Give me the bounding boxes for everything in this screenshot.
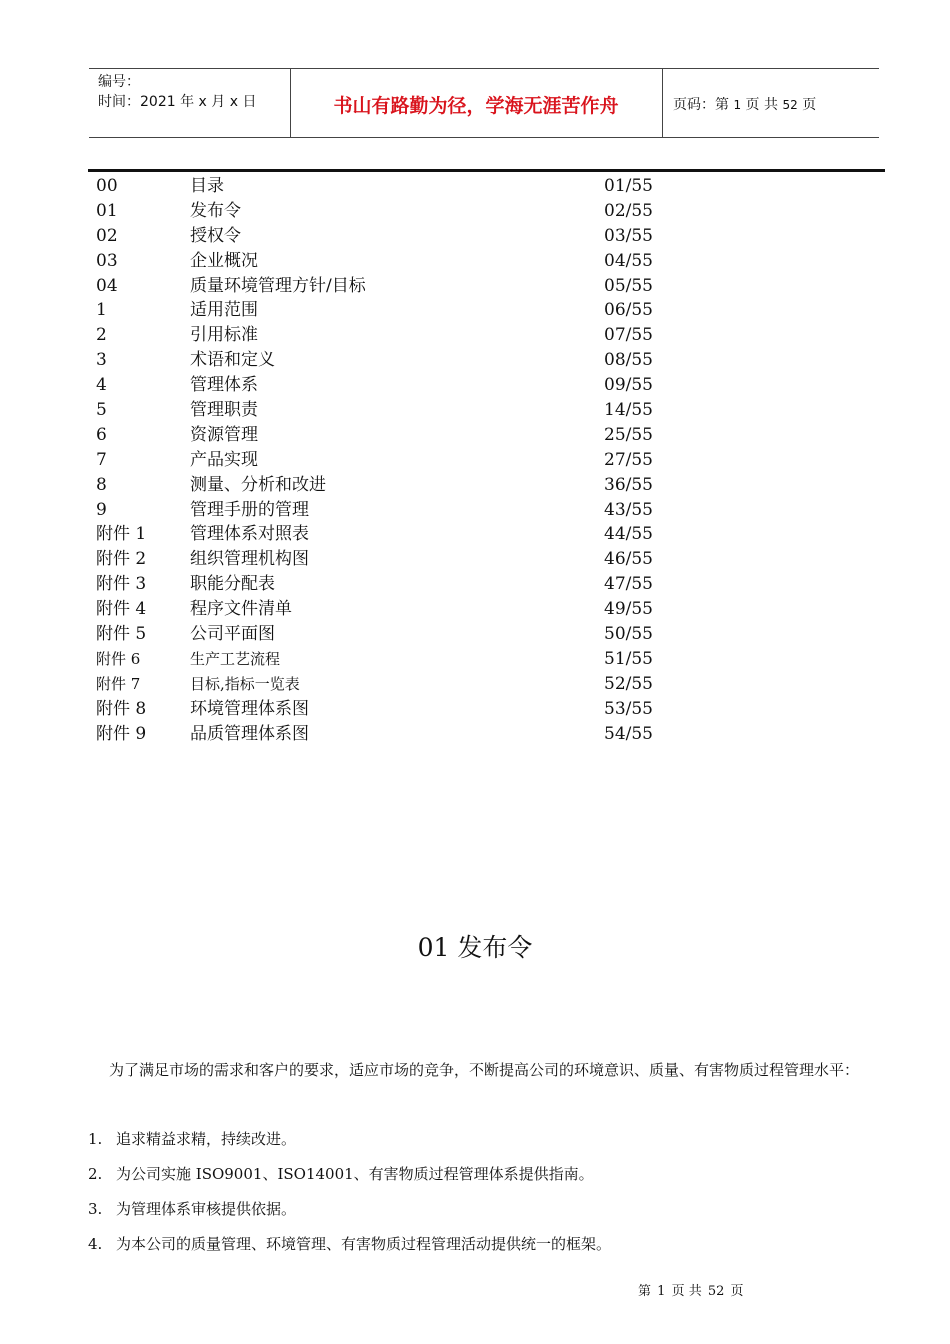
page-label-b: 页 共: [745, 97, 778, 113]
toc-row: [96, 498, 696, 523]
toc-page: 08/55: [604, 350, 653, 371]
toc-title: 管理职责: [190, 400, 258, 421]
table-of-contents: [96, 174, 696, 746]
toc-number: 附件 7: [96, 674, 141, 693]
toc-title: 测量、分析和改进: [190, 474, 326, 495]
toc-title: 发布令: [190, 200, 241, 221]
toc-row: [96, 672, 696, 697]
toc-page: 05/55: [604, 275, 653, 296]
list-item-text: 为公司实施 ISO9001、ISO14001、有害物质过程管理体系提供指南。: [116, 1165, 594, 1183]
toc-row: [96, 224, 696, 249]
date-label: 时间：2021 年 x 月 x 日: [98, 94, 257, 110]
toc-title: 资源管理: [190, 424, 258, 445]
toc-number: 03: [96, 250, 118, 271]
toc-title: 程序文件清单: [190, 599, 292, 620]
toc-page: 06/55: [604, 300, 653, 321]
list-item: [88, 1126, 611, 1161]
list-item-text: 为管理体系审核提供依据。: [116, 1200, 297, 1218]
toc-title: 管理体系对照表: [190, 524, 309, 545]
toc-number: 4: [96, 375, 107, 396]
header-info-cell: [89, 69, 291, 137]
toc-page: 36/55: [604, 474, 653, 495]
toc-page: 03/55: [604, 225, 653, 246]
toc-page: 43/55: [604, 499, 653, 520]
toc-title: 术语和定义: [190, 350, 275, 371]
toc-title: 目录: [190, 176, 224, 196]
toc-page: 51/55: [604, 648, 653, 669]
list-item-number: 4.: [88, 1235, 103, 1253]
toc-row: [96, 597, 696, 622]
toc-number: 附件 4: [96, 599, 147, 620]
footer-label-c: 页: [730, 1284, 744, 1299]
toc-title: 管理手册的管理: [190, 499, 309, 520]
toc-row: [96, 249, 696, 274]
toc-number: 附件 6: [96, 649, 141, 668]
section-title: 01 发布令: [417, 933, 533, 962]
toc-number: 2: [96, 325, 107, 346]
toc-number: 01: [96, 200, 118, 221]
page-total: 52: [782, 98, 798, 112]
header-motto-cell: [290, 69, 663, 137]
toc-row: [96, 398, 696, 423]
toc-number: 1: [96, 300, 107, 321]
toc-number: 附件 1: [96, 524, 147, 545]
toc-page: 44/55: [604, 524, 653, 545]
toc-page: 54/55: [604, 723, 653, 744]
toc-row: [96, 274, 696, 299]
toc-page: 09/55: [604, 375, 653, 396]
toc-number: 7: [96, 449, 107, 470]
toc-title: 生产工艺流程: [190, 649, 281, 668]
page-current: 1: [733, 98, 742, 112]
list-item-number: 2.: [88, 1165, 103, 1183]
footer-label-b: 页 共: [671, 1284, 702, 1299]
toc-title: 职能分配表: [190, 574, 275, 595]
toc-page: 04/55: [604, 250, 653, 271]
toc-page: 14/55: [604, 400, 653, 421]
toc-row: [96, 174, 696, 199]
toc-page: 53/55: [604, 698, 653, 719]
toc-title: 目标,指标一览表: [190, 674, 300, 693]
list-item-number: 1.: [88, 1130, 103, 1148]
toc-title: 公司平面图: [190, 624, 275, 645]
toc-number: 6: [96, 424, 107, 445]
toc-title: 适用范围: [190, 300, 258, 321]
toc-row: [96, 572, 696, 597]
toc-number: 9: [96, 499, 107, 520]
toc-row: [96, 473, 696, 498]
toc-title: 引用标准: [190, 325, 258, 346]
toc-page: 46/55: [604, 549, 653, 570]
toc-row: [96, 622, 696, 647]
toc-title: 组织管理机构图: [190, 549, 309, 570]
motto: 书山有路勤为径，学海无涯苦作舟: [333, 95, 619, 117]
footer-label-a: 第: [638, 1284, 652, 1299]
toc-page: 25/55: [604, 424, 653, 445]
toc-row: [96, 722, 696, 747]
page-footer: [638, 1280, 746, 1299]
toc-row: [96, 448, 696, 473]
toc-number: 附件 8: [96, 698, 147, 719]
toc-page: 50/55: [604, 624, 653, 645]
toc-title: 环境管理体系图: [190, 698, 309, 719]
numbered-list: [88, 1126, 611, 1266]
list-item-text: 为本公司的质量管理、环境管理、有害物质过程管理活动提供统一的框架。: [116, 1235, 612, 1253]
toc-number: 00: [96, 176, 118, 196]
toc-number: 3: [96, 350, 107, 371]
page-label-c: 页: [802, 97, 817, 113]
toc-title: 授权令: [190, 225, 241, 246]
toc-title: 管理体系: [190, 375, 258, 396]
footer-page: 1: [657, 1284, 666, 1299]
intro-paragraph: 为了满足市场的需求和客户的要求，适应市场的竞争，不断提高公司的环境意识、质量、有害物质过程管理水平：: [109, 1061, 860, 1079]
toc-number: 附件 5: [96, 624, 147, 645]
header-page-cell: [663, 69, 879, 137]
toc-row: [96, 647, 696, 672]
toc-page: 49/55: [604, 599, 653, 620]
footer-total: 52: [707, 1284, 725, 1299]
toc-row: [96, 323, 696, 348]
list-item-text: 追求精益求精，持续改进。: [116, 1130, 297, 1148]
toc-top-rule: [88, 169, 885, 172]
toc-row: [96, 373, 696, 398]
toc-row: [96, 348, 696, 373]
toc-row: [96, 547, 696, 572]
toc-page: 01/55: [604, 176, 653, 196]
toc-number: 8: [96, 474, 107, 495]
toc-page: 52/55: [604, 673, 653, 694]
toc-number: 04: [96, 275, 118, 296]
toc-title: 产品实现: [190, 449, 258, 470]
toc-page: 02/55: [604, 200, 653, 221]
toc-page: 07/55: [604, 325, 653, 346]
list-item: [88, 1161, 611, 1196]
toc-row: [96, 697, 696, 722]
toc-number: 附件 2: [96, 549, 147, 570]
toc-row: [96, 522, 696, 547]
toc-row: [96, 423, 696, 448]
toc-number: 02: [96, 225, 118, 246]
header-page-number: [673, 94, 816, 114]
toc-title: 企业概况: [190, 250, 258, 271]
toc-page: 27/55: [604, 449, 653, 470]
toc-number: 5: [96, 400, 107, 421]
toc-title: 质量环境管理方针/目标: [190, 275, 366, 296]
toc-number: 附件 3: [96, 574, 147, 595]
list-item: [88, 1231, 611, 1266]
toc-page: 47/55: [604, 574, 653, 595]
toc-row: [96, 199, 696, 224]
toc-row: [96, 298, 696, 323]
document-header: [89, 68, 879, 138]
toc-number: 附件 9: [96, 723, 147, 744]
page-label-a: 页码：第: [673, 97, 729, 113]
serial-label: 编号：: [98, 74, 140, 90]
toc-title: 品质管理体系图: [190, 723, 309, 744]
list-item-number: 3.: [88, 1200, 103, 1218]
list-item: [88, 1196, 611, 1231]
